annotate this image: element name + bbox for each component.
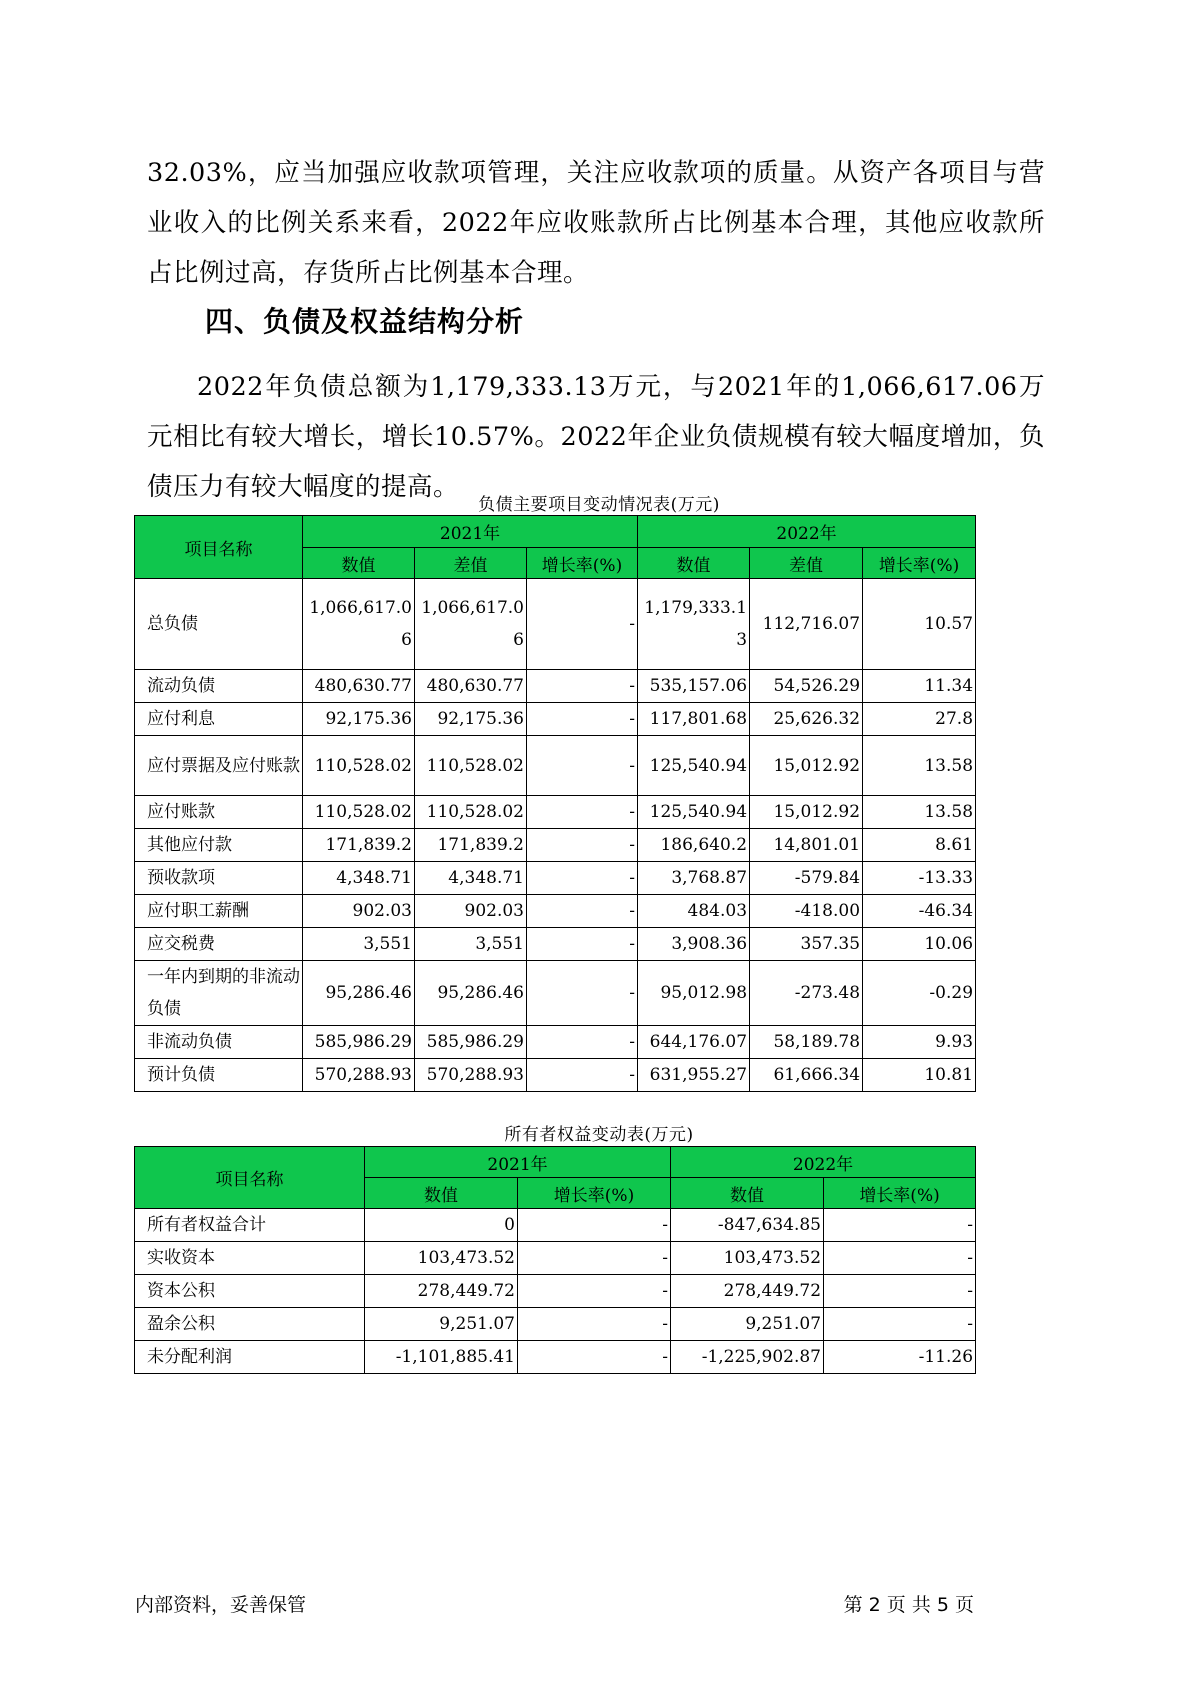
table-row (135, 1242, 976, 1275)
row-label: 预收款项 (135, 862, 303, 895)
table-row (135, 961, 976, 1026)
table-cell: - (518, 1341, 671, 1374)
header-rate: 增长率(%) (527, 548, 638, 579)
table-cell: - (518, 1242, 671, 1275)
table-cell: 171,839.2 (303, 829, 415, 862)
table-row (135, 1341, 976, 1374)
table-cell: 54,526.29 (750, 670, 863, 703)
table-cell: 585,986.29 (303, 1026, 415, 1059)
table-cell: 27.8 (863, 703, 976, 736)
table-cell: - (527, 829, 638, 862)
row-label: 所有者权益合计 (135, 1209, 365, 1242)
table-cell: 92,175.36 (303, 703, 415, 736)
header-year-2022: 2022年 (638, 516, 976, 548)
table-cell: -0.29 (863, 961, 976, 1026)
table-cell: 1,066,617.06 (303, 579, 415, 670)
table-cell: 535,157.06 (638, 670, 750, 703)
table-cell: - (527, 862, 638, 895)
table-cell: 902.03 (415, 895, 527, 928)
header-year-2022: 2022年 (671, 1147, 976, 1178)
table-row (135, 829, 976, 862)
header-item-name: 项目名称 (135, 516, 303, 579)
table-cell: 10.57 (863, 579, 976, 670)
table-cell: 117,801.68 (638, 703, 750, 736)
header-rate: 增长率(%) (518, 1178, 671, 1209)
table-cell: 14,801.01 (750, 829, 863, 862)
row-label: 应付职工薪酬 (135, 895, 303, 928)
liability-table (134, 515, 976, 1092)
table-cell: 585,986.29 (415, 1026, 527, 1059)
table-cell: -1,225,902.87 (671, 1341, 824, 1374)
table-row (135, 736, 976, 796)
table-cell: 1,179,333.13 (638, 579, 750, 670)
table-cell: 644,176.07 (638, 1026, 750, 1059)
table-row (135, 1209, 976, 1242)
table-cell: - (527, 703, 638, 736)
header-year-2021: 2021年 (365, 1147, 671, 1178)
table-cell: - (527, 796, 638, 829)
liability-paragraph: 2022年负债总额为1,179,333.13万元，与2021年的1,066,617.06万元相比有较大增长，增长10.57%。2022年企业负债规模有较大幅度增加，负债压力有较大幅度的提高。 (147, 372, 1045, 502)
table-cell: -46.34 (863, 895, 976, 928)
table-cell: 4,348.71 (415, 862, 527, 895)
table-row (135, 1308, 976, 1341)
row-label: 应付利息 (135, 703, 303, 736)
table-cell: - (527, 579, 638, 670)
table-cell: - (824, 1275, 976, 1308)
header-value: 数值 (365, 1178, 518, 1209)
header-rate: 增长率(%) (863, 548, 976, 579)
table-cell: 110,528.02 (415, 736, 527, 796)
table-cell: 15,012.92 (750, 796, 863, 829)
equity-table-caption: 所有者权益变动表(万元) (504, 1125, 694, 1145)
header-diff: 差值 (415, 548, 527, 579)
table-row (135, 796, 976, 829)
table-cell: - (527, 670, 638, 703)
table-cell: 3,768.87 (638, 862, 750, 895)
table-cell: 171,839.2 (415, 829, 527, 862)
table-cell: - (518, 1308, 671, 1341)
table-cell: 95,012.98 (638, 961, 750, 1026)
header-value: 数值 (638, 548, 750, 579)
table-cell: -13.33 (863, 862, 976, 895)
liability-table-caption: 负债主要项目变动情况表(万元) (478, 495, 720, 515)
table-cell: 61,666.34 (750, 1059, 863, 1092)
table-cell: -847,634.85 (671, 1209, 824, 1242)
row-label: 应付账款 (135, 796, 303, 829)
intro-paragraph: 32.03%，应当加强应收款项管理，关注应收款项的质量。从资产各项目与营业收入的比例关系来看，2022年应收账款所占比例基本合理，其他应收款所占比例过高，存货所占比例基本合理。 (147, 158, 1045, 288)
table-cell: - (824, 1242, 976, 1275)
table-row (135, 703, 976, 736)
table-cell: 4,348.71 (303, 862, 415, 895)
table-cell: 13.58 (863, 796, 976, 829)
header-value: 数值 (671, 1178, 824, 1209)
header-item-name: 项目名称 (135, 1147, 365, 1209)
table-cell: 10.81 (863, 1059, 976, 1092)
table-cell: - (527, 736, 638, 796)
table-cell: 95,286.46 (303, 961, 415, 1026)
table-cell: 10.06 (863, 928, 976, 961)
table-cell: - (824, 1308, 976, 1341)
table-row (135, 1275, 976, 1308)
table-cell: 95,286.46 (415, 961, 527, 1026)
table-cell: 3,908.36 (638, 928, 750, 961)
table-cell: 631,955.27 (638, 1059, 750, 1092)
equity-table (134, 1146, 976, 1374)
table-cell: - (527, 928, 638, 961)
table-cell: 8.61 (863, 829, 976, 862)
row-label: 实收资本 (135, 1242, 365, 1275)
row-label: 应付票据及应付账款 (135, 736, 303, 796)
table-cell: 1,066,617.06 (415, 579, 527, 670)
footer-page-number: 第 2 页 共 5 页 (843, 1594, 974, 1616)
table-cell: 9,251.07 (365, 1308, 518, 1341)
table-row (135, 670, 976, 703)
table-cell: -418.00 (750, 895, 863, 928)
table-cell: 3,551 (303, 928, 415, 961)
table-cell: 110,528.02 (303, 796, 415, 829)
table-cell: 278,449.72 (671, 1275, 824, 1308)
table-cell: 58,189.78 (750, 1026, 863, 1059)
table-cell: - (527, 1059, 638, 1092)
table-cell: 480,630.77 (303, 670, 415, 703)
table-cell: -273.48 (750, 961, 863, 1026)
table-cell: - (824, 1209, 976, 1242)
table-cell: 110,528.02 (415, 796, 527, 829)
table-cell: 103,473.52 (671, 1242, 824, 1275)
header-diff: 差值 (750, 548, 863, 579)
table-cell: - (527, 895, 638, 928)
table-cell: -579.84 (750, 862, 863, 895)
table-cell: 13.58 (863, 736, 976, 796)
table-cell: - (527, 961, 638, 1026)
table-cell: 112,716.07 (750, 579, 863, 670)
table-cell: 15,012.92 (750, 736, 863, 796)
table-cell: - (527, 1026, 638, 1059)
table-row (135, 579, 976, 670)
table-cell: 480,630.77 (415, 670, 527, 703)
table-cell: - (518, 1209, 671, 1242)
table-cell: 125,540.94 (638, 736, 750, 796)
table-cell: 125,540.94 (638, 796, 750, 829)
table-cell: 25,626.32 (750, 703, 863, 736)
header-year-2021: 2021年 (303, 516, 638, 548)
table-cell: 278,449.72 (365, 1275, 518, 1308)
section-heading: 四、负债及权益结构分析 (205, 305, 525, 338)
table-header-row (135, 516, 976, 548)
row-label: 资本公积 (135, 1275, 365, 1308)
row-label: 未分配利润 (135, 1341, 365, 1374)
footer-confidential: 内部资料，妥善保管 (135, 1594, 307, 1616)
header-value: 数值 (303, 548, 415, 579)
row-label: 非流动负债 (135, 1026, 303, 1059)
table-cell: 11.34 (863, 670, 976, 703)
table-cell: -1,101,885.41 (365, 1341, 518, 1374)
row-label: 预计负债 (135, 1059, 303, 1092)
row-label: 应交税费 (135, 928, 303, 961)
table-cell: 3,551 (415, 928, 527, 961)
table-cell: 9,251.07 (671, 1308, 824, 1341)
table-cell: 357.35 (750, 928, 863, 961)
table-cell: 9.93 (863, 1026, 976, 1059)
row-label: 流动负债 (135, 670, 303, 703)
table-cell: 92,175.36 (415, 703, 527, 736)
table-cell: 103,473.52 (365, 1242, 518, 1275)
table-row (135, 1059, 976, 1092)
table-cell: 570,288.93 (303, 1059, 415, 1092)
table-cell: 110,528.02 (303, 736, 415, 796)
table-cell: - (518, 1275, 671, 1308)
row-label: 总负债 (135, 579, 303, 670)
table-row (135, 1026, 976, 1059)
row-label: 一年内到期的非流动负债 (135, 961, 303, 1026)
table-cell: 186,640.2 (638, 829, 750, 862)
table-cell: 0 (365, 1209, 518, 1242)
table-cell: 484.03 (638, 895, 750, 928)
table-cell: -11.26 (824, 1341, 976, 1374)
table-row (135, 928, 976, 961)
row-label: 盈余公积 (135, 1308, 365, 1341)
table-cell: 570,288.93 (415, 1059, 527, 1092)
row-label: 其他应付款 (135, 829, 303, 862)
table-row (135, 862, 976, 895)
table-cell: 902.03 (303, 895, 415, 928)
header-rate: 增长率(%) (824, 1178, 976, 1209)
table-row (135, 895, 976, 928)
table-header-row (135, 1147, 976, 1178)
